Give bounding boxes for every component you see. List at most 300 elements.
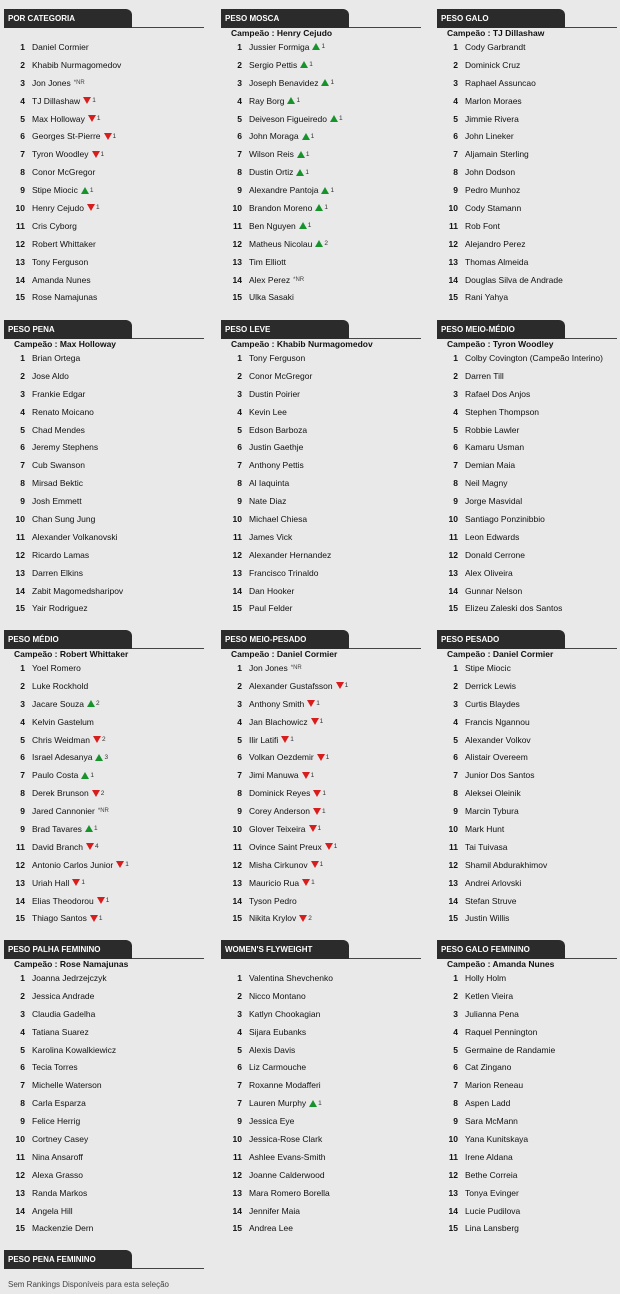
fighter-row[interactable]	[4, 909, 204, 927]
fighter-name[interactable]: Tonya Evinger	[465, 1187, 519, 1198]
fighter-row[interactable]	[221, 528, 421, 546]
fighter-name[interactable]: Jacare Souza	[32, 698, 84, 709]
fighter-name[interactable]: Nikita Krylov	[249, 913, 297, 924]
fighter-name[interactable]: Germaine de Randamie	[465, 1044, 556, 1055]
fighter-row[interactable]	[4, 599, 204, 617]
fighter-row[interactable]	[221, 766, 421, 784]
fighter-name[interactable]: Stephen Thompson	[465, 406, 540, 417]
fighter-row[interactable]	[4, 528, 204, 546]
fighter-row[interactable]	[221, 909, 421, 927]
fighter-row[interactable]	[221, 1202, 421, 1220]
fighter-name[interactable]: Alexander Gustafsson	[249, 680, 333, 691]
fighter-row[interactable]	[437, 909, 617, 927]
fighter-name[interactable]: Amanda Nunes	[32, 274, 91, 285]
fighter-row[interactable]	[221, 438, 421, 456]
fighter-row[interactable]	[221, 987, 421, 1005]
fighter-name[interactable]: Jessica Eye	[249, 1116, 295, 1127]
fighter-name[interactable]: Jan Blachowicz	[249, 716, 308, 727]
fighter-row[interactable]	[437, 987, 617, 1005]
fighter-name[interactable]: Francis Ngannou	[465, 716, 530, 727]
fighter-row[interactable]	[437, 74, 617, 92]
fighter-row[interactable]	[4, 856, 204, 874]
fighter-name[interactable]: Jeremy Stephens	[32, 442, 99, 453]
fighter-name[interactable]: Kelvin Gastelum	[32, 716, 94, 727]
fighter-row[interactable]	[437, 892, 617, 910]
fighter-row[interactable]	[437, 421, 617, 439]
fighter-name[interactable]: Dominick Reyes	[249, 788, 311, 799]
fighter-row[interactable]	[437, 838, 617, 856]
fighter-row[interactable]	[4, 253, 204, 271]
fighter-name[interactable]: Katlyn Chookagian	[249, 1008, 321, 1019]
fighter-row[interactable]	[437, 349, 617, 367]
fighter-name[interactable]: Felice Herrig	[32, 1116, 81, 1127]
fighter-row[interactable]	[437, 385, 617, 403]
fighter-name[interactable]: Shamil Abdurakhimov	[465, 859, 548, 870]
fighter-name[interactable]: Aljamain Sterling	[465, 149, 529, 160]
fighter-row[interactable]	[437, 677, 617, 695]
fighter-row[interactable]	[4, 349, 204, 367]
fighter-row[interactable]	[221, 163, 421, 181]
fighter-row[interactable]	[437, 1076, 617, 1094]
fighter-name[interactable]: Matheus Nicolau	[249, 238, 313, 249]
fighter-row[interactable]	[221, 748, 421, 766]
fighter-name[interactable]: John Lineker	[465, 131, 514, 142]
fighter-name[interactable]: Zabit Magomedsharipov	[32, 585, 124, 596]
fighter-name[interactable]: Brian Ortega	[32, 352, 81, 363]
fighter-name[interactable]: Cub Swanson	[32, 460, 85, 471]
fighter-name[interactable]: Claudia Gadelha	[32, 1008, 96, 1019]
fighter-name[interactable]: Liz Carmouche	[249, 1062, 307, 1073]
fighter-name[interactable]: Nina Ansaroff	[32, 1151, 83, 1162]
fighter-row[interactable]	[4, 92, 204, 110]
fighter-name[interactable]: Julianna Pena	[465, 1008, 519, 1019]
fighter-row[interactable]	[4, 582, 204, 600]
fighter-row[interactable]	[221, 582, 421, 600]
fighter-row[interactable]	[437, 1023, 617, 1041]
fighter-row[interactable]	[437, 784, 617, 802]
panel-title[interactable]: PESO PALHA FEMININO	[4, 940, 132, 959]
fighter-row[interactable]	[4, 892, 204, 910]
fighter-row[interactable]	[4, 695, 204, 713]
fighter-row[interactable]	[437, 528, 617, 546]
panel-title[interactable]: PESO PENA FEMININO	[4, 1250, 132, 1269]
fighter-row[interactable]	[437, 582, 617, 600]
fighter-row[interactable]	[221, 349, 421, 367]
fighter-name[interactable]: Mirsad Bektic	[32, 478, 84, 489]
fighter-row[interactable]	[437, 510, 617, 528]
fighter-row[interactable]	[221, 367, 421, 385]
fighter-name[interactable]: Jessica-Rose Clark	[249, 1133, 323, 1144]
fighter-row[interactable]	[221, 1184, 421, 1202]
fighter-row[interactable]	[4, 1076, 204, 1094]
fighter-row[interactable]	[437, 1219, 617, 1237]
fighter-name[interactable]: Daniel Cormier	[32, 41, 89, 52]
fighter-row[interactable]	[4, 713, 204, 731]
fighter-name[interactable]: Justin Gaethje	[249, 442, 304, 453]
fighter-name[interactable]: Kamaru Usman	[465, 442, 525, 453]
fighter-name[interactable]: Ashlee Evans-Smith	[249, 1151, 326, 1162]
fighter-row[interactable]	[4, 1148, 204, 1166]
fighter-row[interactable]	[437, 1184, 617, 1202]
fighter-row[interactable]	[221, 385, 421, 403]
fighter-name[interactable]: Marion Reneau	[465, 1080, 524, 1091]
fighter-name[interactable]: Conor McGregor	[32, 167, 96, 178]
fighter-name[interactable]: Joanne Calderwood	[249, 1169, 325, 1180]
fighter-name[interactable]: Darren Till	[465, 370, 504, 381]
fighter-row[interactable]	[221, 235, 421, 253]
fighter-row[interactable]	[437, 1130, 617, 1148]
fighter-row[interactable]	[437, 802, 617, 820]
fighter-row[interactable]	[221, 181, 421, 199]
fighter-row[interactable]	[4, 564, 204, 582]
fighter-name[interactable]: Ketlen Vieira	[465, 990, 514, 1001]
panel-title[interactable]: PESO MOSCA	[221, 9, 349, 28]
fighter-name[interactable]: Rani Yahya	[465, 292, 509, 303]
fighter-row[interactable]	[221, 892, 421, 910]
fighter-name[interactable]: Curtis Blaydes	[465, 698, 520, 709]
fighter-name[interactable]: Ray Borg	[249, 95, 285, 106]
fighter-name[interactable]: Alexander Hernandez	[249, 549, 332, 560]
fighter-name[interactable]: Holly Holm	[465, 972, 507, 983]
fighter-name[interactable]: Alexa Grasso	[32, 1169, 84, 1180]
fighter-row[interactable]	[437, 713, 617, 731]
fighter-name[interactable]: Marcin Tybura	[465, 806, 519, 817]
fighter-name[interactable]: Elias Theodorou	[32, 895, 94, 906]
fighter-name[interactable]: Alejandro Perez	[465, 238, 526, 249]
fighter-row[interactable]	[437, 253, 617, 271]
fighter-row[interactable]	[437, 145, 617, 163]
fighter-row[interactable]	[221, 421, 421, 439]
fighter-name[interactable]: Nate Diaz	[249, 496, 287, 507]
fighter-name[interactable]: Rafael Dos Anjos	[465, 388, 531, 399]
fighter-name[interactable]: Khabib Nurmagomedov	[32, 59, 122, 70]
fighter-row[interactable]	[221, 856, 421, 874]
fighter-name[interactable]: Pedro Munhoz	[465, 185, 521, 196]
fighter-name[interactable]: Joanna Jedrzejczyk	[32, 972, 107, 983]
fighter-name[interactable]: Tim Elliott	[249, 256, 286, 267]
fighter-row[interactable]	[221, 1076, 421, 1094]
fighter-row[interactable]	[221, 1023, 421, 1041]
fighter-row[interactable]	[221, 492, 421, 510]
fighter-row[interactable]	[221, 510, 421, 528]
fighter-name[interactable]: Andrei Arlovski	[465, 877, 522, 888]
fighter-row[interactable]	[437, 181, 617, 199]
fighter-name[interactable]: Ulka Sasaki	[249, 292, 294, 303]
fighter-row[interactable]	[4, 659, 204, 677]
fighter-name[interactable]: Jorge Masvidal	[465, 496, 523, 507]
fighter-name[interactable]: Corey Anderson	[249, 806, 310, 817]
fighter-name[interactable]: Nicco Montano	[249, 990, 306, 1001]
fighter-row[interactable]	[221, 838, 421, 856]
fighter-name[interactable]: John Dodson	[465, 167, 516, 178]
fighter-name[interactable]: Dan Hooker	[249, 585, 295, 596]
fighter-row[interactable]	[437, 1005, 617, 1023]
fighter-name[interactable]: Robert Whittaker	[32, 238, 96, 249]
fighter-name[interactable]: Roxanne Modafferi	[249, 1080, 321, 1091]
fighter-name[interactable]: Chris Weidman	[32, 734, 90, 745]
fighter-name[interactable]: Yair Rodriguez	[32, 603, 88, 614]
fighter-name[interactable]: Brad Tavares	[32, 823, 82, 834]
fighter-row[interactable]	[4, 987, 204, 1005]
fighter-row[interactable]	[221, 802, 421, 820]
fighter-row[interactable]	[221, 127, 421, 145]
fighter-row[interactable]	[4, 127, 204, 145]
fighter-row[interactable]	[4, 784, 204, 802]
fighter-row[interactable]	[221, 695, 421, 713]
fighter-row[interactable]	[4, 677, 204, 695]
fighter-row[interactable]	[437, 874, 617, 892]
fighter-name[interactable]: Glover Teixeira	[249, 823, 306, 834]
fighter-row[interactable]	[437, 659, 617, 677]
fighter-row[interactable]	[4, 38, 204, 56]
fighter-name[interactable]: Renato Moicano	[32, 406, 94, 417]
fighter-name[interactable]: Kevin Lee	[249, 406, 287, 417]
fighter-row[interactable]	[4, 421, 204, 439]
fighter-row[interactable]	[4, 510, 204, 528]
fighter-name[interactable]: Rob Font	[465, 220, 500, 231]
panel-title[interactable]: PESO LEVE	[221, 320, 349, 339]
fighter-row[interactable]	[437, 271, 617, 289]
fighter-name[interactable]: Angela Hill	[32, 1205, 73, 1216]
fighter-row[interactable]	[437, 163, 617, 181]
fighter-row[interactable]	[221, 456, 421, 474]
fighter-row[interactable]	[437, 288, 617, 306]
fighter-row[interactable]	[4, 181, 204, 199]
fighter-name[interactable]: Tai Tuivasa	[465, 841, 508, 852]
fighter-row[interactable]	[4, 456, 204, 474]
fighter-name[interactable]: Paul Felder	[249, 603, 293, 614]
fighter-row[interactable]	[4, 438, 204, 456]
fighter-row[interactable]	[221, 271, 421, 289]
fighter-name[interactable]: Cody Garbrandt	[465, 41, 526, 52]
fighter-row[interactable]	[4, 820, 204, 838]
fighter-name[interactable]: Lauren Murphy	[249, 1098, 307, 1109]
fighter-row[interactable]	[4, 1184, 204, 1202]
fighter-row[interactable]	[4, 492, 204, 510]
fighter-row[interactable]	[4, 874, 204, 892]
fighter-name[interactable]: Mara Romero Borella	[249, 1187, 330, 1198]
fighter-row[interactable]	[221, 713, 421, 731]
fighter-name[interactable]: Yana Kunitskaya	[465, 1133, 529, 1144]
fighter-name[interactable]: Alexis Davis	[249, 1044, 296, 1055]
fighter-row[interactable]	[4, 1023, 204, 1041]
fighter-name[interactable]: Conor McGregor	[249, 370, 313, 381]
fighter-row[interactable]	[437, 110, 617, 128]
fighter-name[interactable]: Santiago Ponzinibbio	[465, 513, 545, 524]
fighter-name[interactable]: Mauricio Rua	[249, 877, 300, 888]
fighter-row[interactable]	[437, 199, 617, 217]
fighter-name[interactable]: Derrick Lewis	[465, 680, 517, 691]
fighter-row[interactable]	[4, 474, 204, 492]
fighter-name[interactable]: Dustin Ortiz	[249, 167, 294, 178]
fighter-row[interactable]	[221, 731, 421, 749]
fighter-row[interactable]	[437, 695, 617, 713]
fighter-name[interactable]: Volkan Oezdemir	[249, 752, 314, 763]
fighter-name[interactable]: Al Iaquinta	[249, 478, 290, 489]
fighter-name[interactable]: Paulo Costa	[32, 770, 79, 781]
fighter-name[interactable]: Deiveson Figueiredo	[249, 113, 327, 124]
fighter-name[interactable]: Neil Magny	[465, 478, 508, 489]
fighter-row[interactable]	[4, 403, 204, 421]
fighter-name[interactable]: Colby Covington (Campeão Interino)	[465, 352, 603, 363]
fighter-name[interactable]: Chan Sung Jung	[32, 513, 96, 524]
fighter-name[interactable]: Stefan Struve	[465, 895, 517, 906]
fighter-row[interactable]	[4, 748, 204, 766]
fighter-row[interactable]	[4, 1219, 204, 1237]
fighter-row[interactable]	[221, 288, 421, 306]
fighter-name[interactable]: Francisco Trinaldo	[249, 567, 319, 578]
fighter-name[interactable]: Tatiana Suarez	[32, 1026, 89, 1037]
fighter-row[interactable]	[221, 92, 421, 110]
fighter-row[interactable]	[221, 110, 421, 128]
fighter-name[interactable]: Yoel Romero	[32, 662, 81, 673]
fighter-name[interactable]: Jon Jones	[32, 77, 71, 88]
panel-title[interactable]: PESO PESADO	[437, 630, 565, 649]
fighter-row[interactable]	[4, 1058, 204, 1076]
fighter-name[interactable]: Max Holloway	[32, 113, 85, 124]
fighter-row[interactable]	[437, 1058, 617, 1076]
fighter-row[interactable]	[221, 874, 421, 892]
fighter-name[interactable]: Jimmie Rivera	[465, 113, 519, 124]
fighter-name[interactable]: Leon Edwards	[465, 531, 520, 542]
fighter-name[interactable]: Jimi Manuwa	[249, 770, 299, 781]
fighter-name[interactable]: Carla Esparza	[32, 1098, 86, 1109]
fighter-name[interactable]: Cortney Casey	[32, 1133, 89, 1144]
fighter-row[interactable]	[221, 820, 421, 838]
fighter-row[interactable]	[437, 38, 617, 56]
fighter-name[interactable]: Thomas Almeida	[465, 256, 529, 267]
fighter-name[interactable]: Lucie Pudilova	[465, 1205, 521, 1216]
fighter-name[interactable]: Edson Barboza	[249, 424, 308, 435]
fighter-name[interactable]: Ilir Latifi	[249, 734, 279, 745]
panel-title[interactable]: PESO MÉDIO	[4, 630, 132, 649]
fighter-row[interactable]	[4, 731, 204, 749]
fighter-row[interactable]	[221, 546, 421, 564]
fighter-row[interactable]	[4, 110, 204, 128]
fighter-row[interactable]	[221, 784, 421, 802]
fighter-name[interactable]: Luke Rockhold	[32, 680, 89, 691]
fighter-row[interactable]	[437, 127, 617, 145]
fighter-name[interactable]: Mackenzie Dern	[32, 1223, 94, 1234]
fighter-row[interactable]	[4, 1041, 204, 1059]
fighter-name[interactable]: Jon Jones	[249, 662, 288, 673]
fighter-row[interactable]	[221, 969, 421, 987]
fighter-name[interactable]: John Moraga	[249, 131, 299, 142]
fighter-row[interactable]	[221, 1166, 421, 1184]
fighter-name[interactable]: Alexandre Pantoja	[249, 185, 319, 196]
fighter-name[interactable]: Israel Adesanya	[32, 752, 93, 763]
fighter-row[interactable]	[221, 564, 421, 582]
fighter-name[interactable]: Mark Hunt	[465, 823, 505, 834]
fighter-name[interactable]: David Branch	[32, 841, 84, 852]
fighter-name[interactable]: Junior Dos Santos	[465, 770, 535, 781]
fighter-name[interactable]: Alexander Volkov	[465, 734, 531, 745]
fighter-row[interactable]	[4, 163, 204, 181]
fighter-name[interactable]: Lina Lansberg	[465, 1223, 519, 1234]
fighter-name[interactable]: Karolina Kowalkiewicz	[32, 1044, 117, 1055]
fighter-row[interactable]	[221, 145, 421, 163]
fighter-name[interactable]: Uriah Hall	[32, 877, 70, 888]
fighter-row[interactable]	[437, 969, 617, 987]
fighter-row[interactable]	[437, 1202, 617, 1220]
fighter-row[interactable]	[4, 385, 204, 403]
fighter-row[interactable]	[4, 1130, 204, 1148]
fighter-name[interactable]: Jessica Andrade	[32, 990, 95, 1001]
fighter-row[interactable]	[221, 599, 421, 617]
fighter-row[interactable]	[437, 56, 617, 74]
fighter-name[interactable]: Sijara Eubanks	[249, 1026, 307, 1037]
fighter-row[interactable]	[4, 1166, 204, 1184]
fighter-row[interactable]	[4, 56, 204, 74]
fighter-row[interactable]	[4, 217, 204, 235]
fighter-name[interactable]: Georges St-Pierre	[32, 131, 101, 142]
fighter-row[interactable]	[4, 235, 204, 253]
fighter-name[interactable]: Wilson Reis	[249, 149, 294, 160]
fighter-name[interactable]: Tony Ferguson	[32, 256, 89, 267]
fighter-row[interactable]	[437, 731, 617, 749]
fighter-name[interactable]: Stipe Miocic	[32, 185, 78, 196]
fighter-name[interactable]: Tony Ferguson	[249, 352, 306, 363]
fighter-row[interactable]	[437, 456, 617, 474]
fighter-row[interactable]	[221, 253, 421, 271]
fighter-row[interactable]	[437, 235, 617, 253]
fighter-name[interactable]: Irene Aldana	[465, 1151, 513, 1162]
fighter-name[interactable]: Cat Zingano	[465, 1062, 512, 1073]
panel-title[interactable]: POR CATEGORIA	[4, 9, 132, 28]
fighter-name[interactable]: Misha Cirkunov	[249, 859, 308, 870]
fighter-name[interactable]: Raquel Pennington	[465, 1026, 538, 1037]
fighter-name[interactable]: Henry Cejudo	[32, 202, 84, 213]
fighter-name[interactable]: Anthony Smith	[249, 698, 305, 709]
fighter-row[interactable]	[221, 1130, 421, 1148]
fighter-row[interactable]	[437, 492, 617, 510]
fighter-name[interactable]: Rose Namajunas	[32, 292, 98, 303]
fighter-row[interactable]	[437, 748, 617, 766]
fighter-row[interactable]	[4, 145, 204, 163]
fighter-name[interactable]: Jared Cannonier	[32, 806, 95, 817]
fighter-name[interactable]: James Vick	[249, 531, 293, 542]
fighter-name[interactable]: Anthony Pettis	[249, 460, 304, 471]
fighter-row[interactable]	[437, 217, 617, 235]
fighter-row[interactable]	[221, 1148, 421, 1166]
fighter-name[interactable]: Michelle Waterson	[32, 1080, 102, 1091]
fighter-row[interactable]	[437, 1166, 617, 1184]
fighter-row[interactable]	[437, 1094, 617, 1112]
fighter-name[interactable]: Randa Markos	[32, 1187, 88, 1198]
fighter-name[interactable]: Josh Emmett	[32, 496, 82, 507]
fighter-row[interactable]	[4, 969, 204, 987]
fighter-row[interactable]	[221, 1058, 421, 1076]
fighter-name[interactable]: Brandon Moreno	[249, 202, 313, 213]
fighter-name[interactable]: Cody Stamann	[465, 202, 522, 213]
fighter-name[interactable]: Valentina Shevchenko	[249, 972, 333, 983]
fighter-row[interactable]	[221, 1005, 421, 1023]
fighter-row[interactable]	[437, 599, 617, 617]
fighter-name[interactable]: Andrea Lee	[249, 1223, 293, 1234]
fighter-row[interactable]	[437, 1148, 617, 1166]
fighter-row[interactable]	[221, 403, 421, 421]
fighter-name[interactable]: Jose Aldo	[32, 370, 69, 381]
fighter-name[interactable]: Jussier Formiga	[249, 41, 310, 52]
fighter-name[interactable]: Stipe Miocic	[465, 662, 511, 673]
fighter-name[interactable]: Joseph Benavidez	[249, 77, 319, 88]
fighter-row[interactable]	[437, 856, 617, 874]
fighter-name[interactable]: Donald Cerrone	[465, 549, 526, 560]
fighter-name[interactable]: Gunnar Nelson	[465, 585, 523, 596]
fighter-row[interactable]	[437, 403, 617, 421]
fighter-row[interactable]	[437, 1041, 617, 1059]
fighter-row[interactable]	[221, 199, 421, 217]
